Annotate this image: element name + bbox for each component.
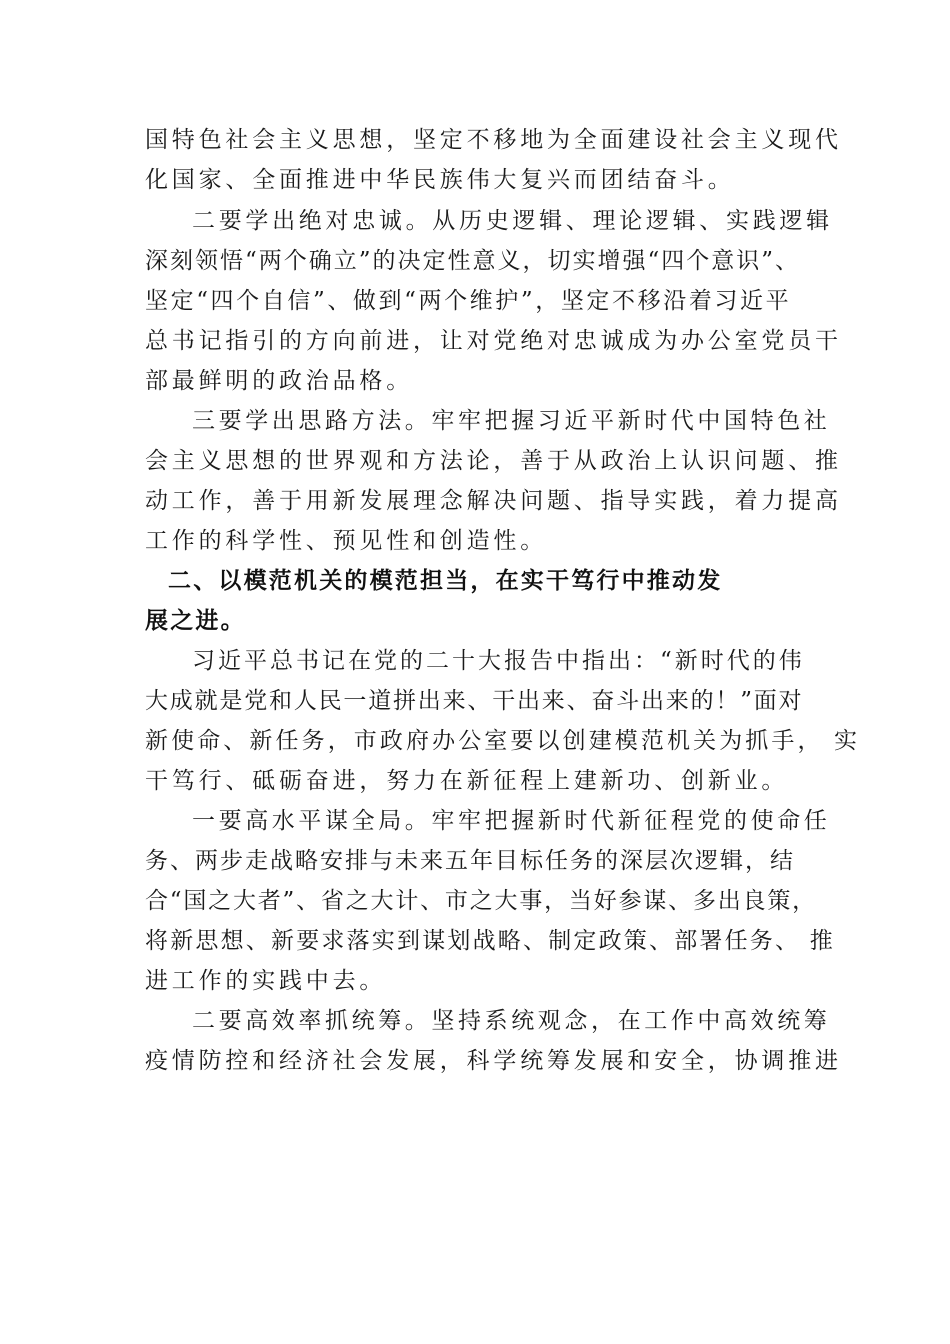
text-line: 会主义思想的世界观和方法论，善于从政治上认识问题、推 xyxy=(145,448,842,474)
text-line: 部最鲜明的政治品格。 xyxy=(145,368,413,394)
text-line: 化国家、全面推进中华民族伟大复兴而团结奋斗。 xyxy=(145,167,735,193)
text-line: 工作的科学性、预见性和创造性。 xyxy=(145,528,547,554)
text-line: 干笃行、砥砺奋进，努力在新征程上建新功、创新业。 xyxy=(145,768,789,794)
text-line: 习近平总书记在党的二十大报告中指出：“新时代的伟 xyxy=(192,648,805,674)
text-line: 大成就是党和人民一道拼出来、干出来、奋斗出来的！”面对 xyxy=(145,688,804,714)
text-line: 务、两步走战略安排与未来五年目标任务的深层次逻辑，结 xyxy=(145,848,795,874)
text-line: 坚定“四个自信”、做到“两个维护”，坚定不移沿着习近平 xyxy=(145,288,792,314)
text-line: 二要学出绝对忠诚。从历史逻辑、理论逻辑、实践逻辑 xyxy=(192,208,833,234)
text-line: 国特色社会主义思想，坚定不移地为全面建设社会主义现代 xyxy=(145,127,842,153)
text-line: 新使命、新任务，市政府办公室要以创建模范机关为抓手， 实 xyxy=(145,728,861,754)
text-line: 二要高效率抓统筹。坚持系统观念，在工作中高效统筹 xyxy=(192,1008,831,1034)
text-line: 疫情防控和经济社会发展，科学统筹发展和安全，协调推进 xyxy=(145,1048,842,1074)
text-line: 合“国之大者”、省之大计、市之大事，当好参谋、多出良策， xyxy=(145,888,817,914)
section-heading: 二、以模范机关的模范担当，在实干笃行中推动发 xyxy=(168,568,723,594)
text-line: 进工作的实践中去。 xyxy=(145,968,387,994)
section-heading: 展之进。 xyxy=(145,608,246,634)
text-line: 一要高水平谋全局。牢牢把握新时代新征程党的使命任 xyxy=(192,808,831,834)
text-line: 总书记指引的方向前进，让对党绝对忠诚成为办公室党员干 xyxy=(145,328,842,354)
text-line: 动工作，善于用新发展理念解决问题、指导实践，着力提高 xyxy=(145,488,842,514)
text-line: 深刻领悟“两个确立”的决定性意义，切实增强“四个意识”、 xyxy=(145,248,801,274)
text-line: 三要学出思路方法。牢牢把握习近平新时代中国特色社 xyxy=(192,408,831,434)
text-line: 将新思想、新要求落实到谋划战略、制定政策、部署任务、 推 xyxy=(145,928,835,954)
